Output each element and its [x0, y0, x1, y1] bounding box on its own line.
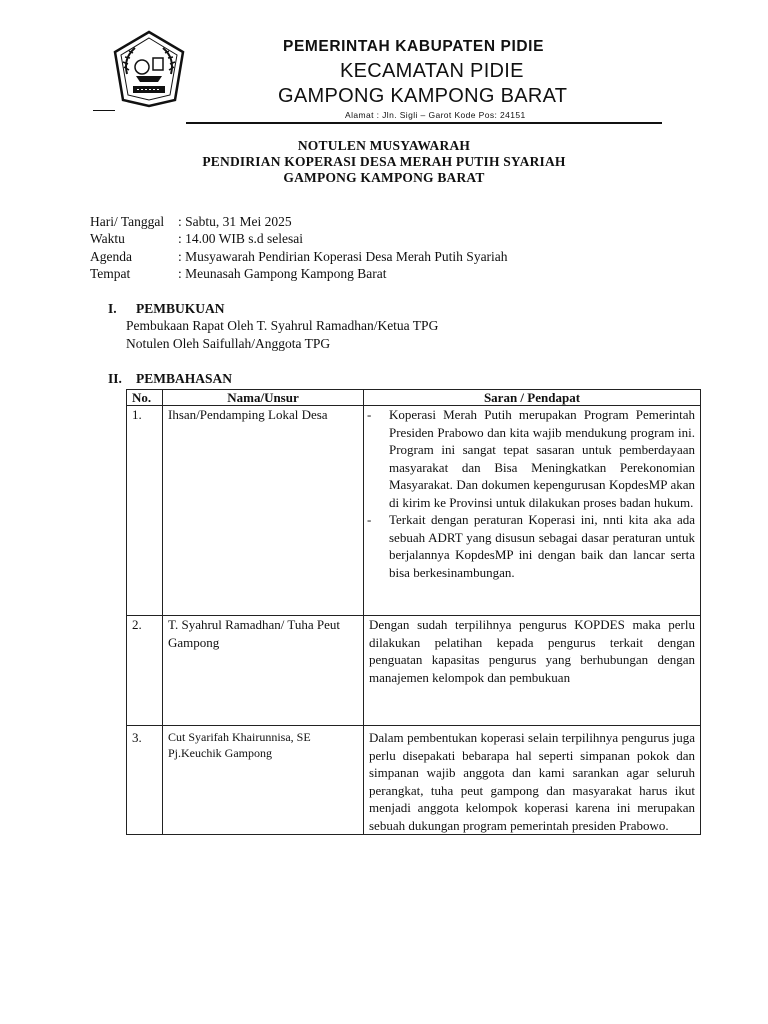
column-header-no: No. — [127, 390, 163, 406]
table-row — [127, 616, 701, 726]
section-number: I. — [108, 301, 117, 316]
info-value: : Musyawarah Pendirian Koperasi Desa Merah Putih Syariah — [178, 249, 508, 264]
government-name: PEMERINTAH KABUPATEN PIDIE — [283, 38, 545, 55]
row-name: Ihsan/Pendamping Lokal Desa — [163, 406, 364, 616]
opening-line-notetaker: Notulen Oleh Saifullah/Anggota TPG — [126, 336, 331, 351]
row-name-line: Cut Syarifah Khairunnisa, SE — [168, 730, 311, 744]
bullet-dash: - — [367, 512, 372, 527]
document-subtitle-village: GAMPONG KAMPONG BARAT — [283, 170, 485, 185]
section-label: PEMBAHASAN — [136, 371, 233, 386]
info-value: : 14.00 WIB s.d selesai — [178, 231, 303, 246]
row-number: 3. — [127, 726, 163, 835]
bullet-dash: - — [367, 407, 372, 422]
district-name: KECAMATAN PIDIE — [340, 60, 524, 82]
info-label: Hari/ Tanggal — [90, 214, 165, 229]
column-header-name: Nama/Unsur — [163, 390, 364, 406]
opinion-point — [367, 406, 695, 511]
discussion-table — [126, 389, 701, 835]
table-row — [127, 406, 701, 616]
opening-line-chair: Pembukaan Rapat Oleh T. Syahrul Ramadhan/Ketua TPG — [126, 318, 439, 333]
document-title: NOTULEN MUSYAWARAH — [297, 138, 471, 153]
row-opinion — [364, 406, 701, 616]
section-label: PEMBUKUAN — [136, 301, 225, 316]
address-line: Alamat : Jln. Sigli – Garot Kode Pos: 24151 — [345, 110, 526, 120]
table-header-row — [127, 390, 701, 406]
opinion-point-text: Terkait dengan peraturan Koperasi ini, nnti kita aka ada sebuah ADRT yang disusun sebagai dasar peraturan untuk berjalannya KopdesMP ini dengan baik dan lancar serta bisa berkesinambungan. — [389, 512, 695, 580]
info-value: : Sabtu, 31 Mei 2025 — [178, 214, 292, 229]
opinion-point-text: Koperasi Merah Putih merupakan Program Pemerintah Presiden Prabowo dan kita wajib mendukung program ini. Program ini sangat tepat sasaran untuk pemberdayaan masyarakat dan Bisa Meningkatkan Perekonomian Masyarakat. Dan dokumen kepengurusan KopdesMP akan di kirim ke Provinsi untuk dilakukan proses badan hukum. — [389, 407, 695, 510]
column-header-opinion: Saran / Pendapat — [364, 390, 701, 406]
info-value: : Meunasah Gampong Kampong Barat — [178, 266, 387, 281]
table-row — [127, 726, 701, 835]
info-label: Tempat — [90, 266, 131, 281]
row-role-line: Pj.Keuchik Gampong — [168, 746, 272, 760]
info-label: Waktu — [90, 231, 125, 246]
header-divider-short — [93, 110, 115, 111]
row-number: 2. — [127, 616, 163, 726]
opinion-point — [367, 511, 695, 581]
pidie-regency-emblem-icon — [113, 30, 185, 108]
row-number: 1. — [127, 406, 163, 616]
header-divider — [186, 122, 662, 124]
row-name — [163, 726, 364, 835]
section-number: II. — [108, 371, 122, 386]
row-name: T. Syahrul Ramadhan/ Tuha Peut Gampong — [163, 616, 364, 726]
info-label: Agenda — [90, 249, 132, 264]
row-opinion: Dengan sudah terpilihnya pengurus KOPDES maka perlu dilakukan pelatihan kepada pengurus terkait dengan penguatan kapasitas pengurus yang berhubungan dengan manajemen kelompok dan pembukuan — [364, 616, 701, 726]
row-opinion: Dalam pembentukan koperasi selain terpilihnya pengurus juga perlu disepakati bebarapa hal seperti simpanan pokok dan simpanan wajib anggota dan kami sarankan agar seluruh perangkat, tuha peut gampong dan masyarakat harus ikut menjadi anggota kelompok koperasi karena ini merupakan sebuah dukungan program pemerintah presiden Prabowo. — [364, 726, 701, 835]
document-subtitle: PENDIRIAN KOPERASI DESA MERAH PUTIH SYARIAH — [202, 154, 566, 169]
village-name: GAMPONG KAMPONG BARAT — [278, 85, 568, 107]
